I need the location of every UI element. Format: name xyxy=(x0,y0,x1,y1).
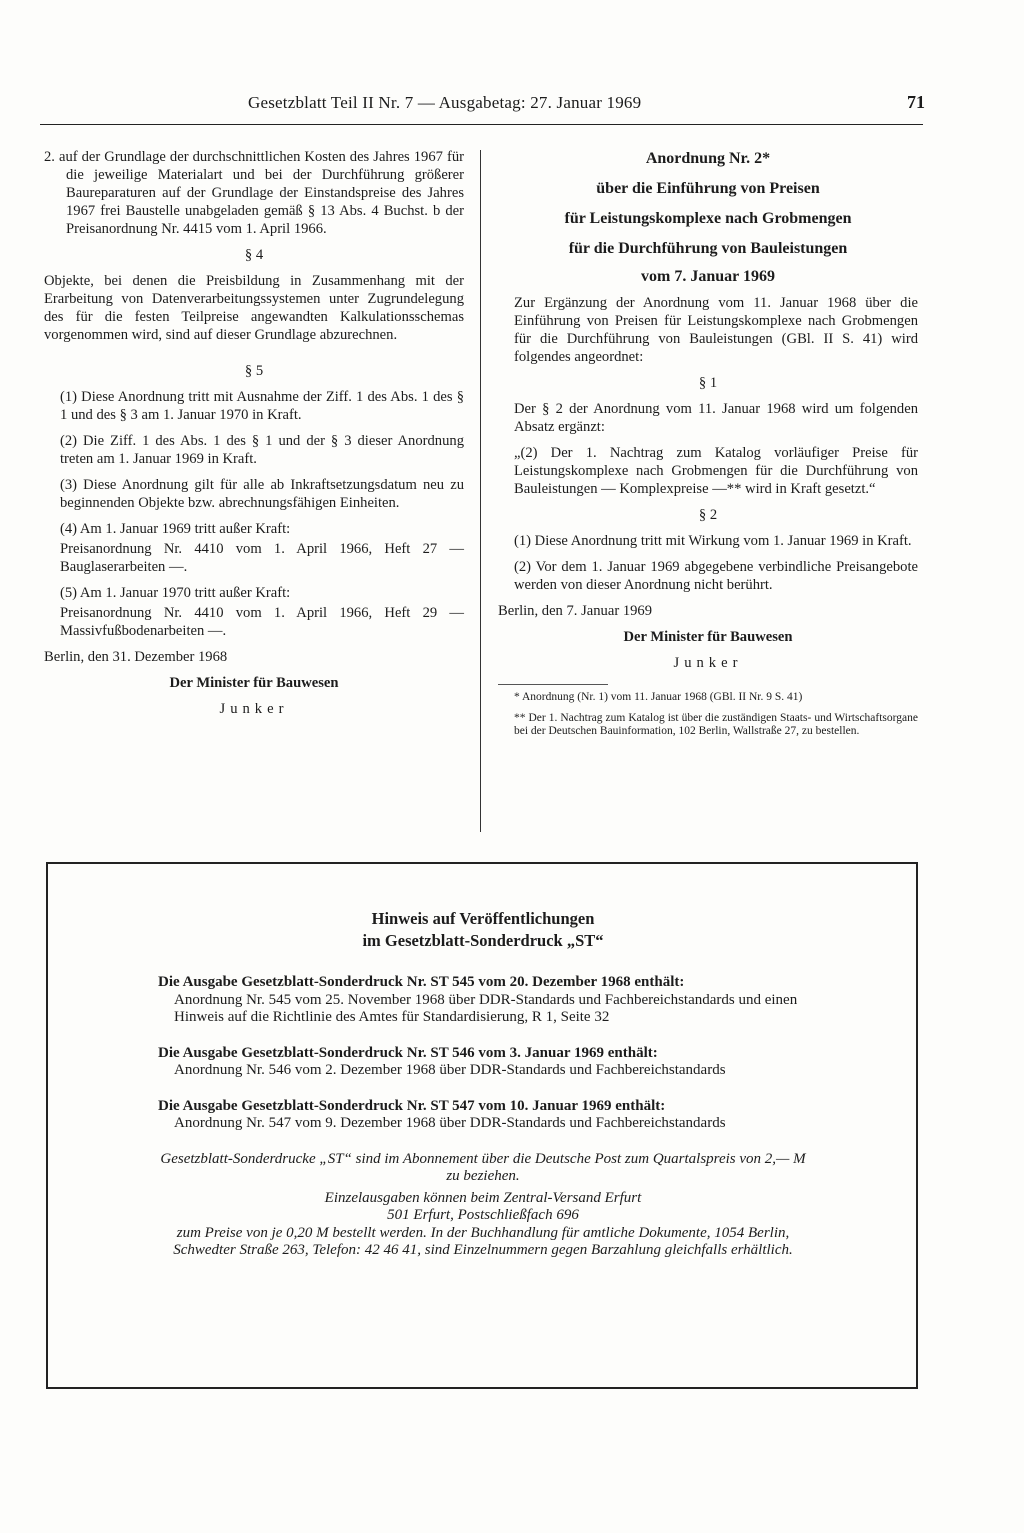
right-signer: Junker xyxy=(673,655,743,671)
section-5-para-5: (5) Am 1. Januar 1970 tritt außer Kraft: xyxy=(60,585,291,601)
section-4-text: Objekte, bei denen die Preisbildung in Zusammenhang mit der Erarbeitung von Datenverarbeitungssystemen unter Zugrundelegung des für die festen Teilpreise angewandten Kalkulationsschemas vorgenommen wird, sind auf dieser Grundlage abzurechnen. xyxy=(44,273,464,343)
single-issue-note: Einzelausgaben können beim Zentral-Versand Erfurt xyxy=(324,1189,642,1206)
page-header xyxy=(40,90,930,120)
notice-entry-3-head: Die Ausgabe Gesetzblatt-Sonderdruck Nr. ST 547 vom 10. Januar 1969 enthält: xyxy=(158,1097,666,1114)
notice-entry-3-body: Anordnung Nr. 547 vom 9. Dezember 1968 über DDR-Standards und Fachbereichstandards xyxy=(174,1115,726,1131)
column-divider xyxy=(480,150,481,832)
notice-content xyxy=(158,908,808,1260)
section-5-heading: § 5 xyxy=(244,363,264,379)
section-4-heading: § 4 xyxy=(244,247,264,263)
left-place-date: Berlin, den 31. Dezember 1968 xyxy=(44,649,228,665)
footnote-rule xyxy=(498,684,608,685)
section-5-para-1: (1) Diese Anordnung tritt mit Ausnahme der Ziff. 1 des Abs. 1 des § 1 und des § 3 am 1. Januar 1970 in Kraft. xyxy=(60,389,464,423)
right-minister: Der Minister für Bauwesen xyxy=(623,629,793,645)
notice-entry-2-head: Die Ausgabe Gesetzblatt-Sonderdruck Nr. ST 546 vom 3. Januar 1969 enthält: xyxy=(158,1044,658,1061)
ordinance-title-line-1: Anordnung Nr. 2* xyxy=(645,150,771,167)
section-1-heading: § 1 xyxy=(698,375,718,391)
right-place-date: Berlin, den 7. Januar 1969 xyxy=(498,603,653,619)
subscription-note: Gesetzblatt-Sonderdrucke „ST“ sind im Abonnement über die Deutsche Post zum Quartalspreis von 2,— M zu beziehen. xyxy=(160,1150,806,1184)
notice-title-line-1: Hinweis auf Veröffentlichungen xyxy=(371,909,595,928)
order-note: zum Preise von je 0,20 M bestellt werden. In der Buchhandlung für amtliche Dokumente, 1054 Berlin, Schwedter Straße 263, Telefon: 42 46 41, sind Einzelnummern gegen Barzahlung gleichfalls erhältlich. xyxy=(173,1224,793,1258)
ordinance-title-line-4: für die Durchführung von Bauleistungen xyxy=(568,240,848,257)
section-2-para-1: (1) Diese Anordnung tritt mit Wirkung vom 1. Januar 1969 in Kraft. xyxy=(514,533,912,549)
ordinance-title-line-3: für Leistungskomplexe nach Grobmengen xyxy=(564,210,852,227)
running-title: Gesetzblatt Teil II Nr. 7 — Ausgabetag: 27. Januar 1969 xyxy=(248,93,642,112)
section-5-para-2: (2) Die Ziff. 1 des Abs. 1 des § 1 und der § 3 dieser Anordnung treten am 1. Januar 1969 in Kraft. xyxy=(60,433,464,467)
section-5-para-4-sub: Preisanordnung Nr. 4410 vom 1. April 1966, Heft 27 — Bauglaserarbeiten —. xyxy=(60,541,464,575)
footnote-2: ** Der 1. Nachtrag zum Katalog ist über die zuständigen Staats- und Wirtschaftsorgane bei der Deutschen Bauinformation, 102 Berlin, Wallstraße 27, zu bestellen. xyxy=(514,712,918,737)
left-column xyxy=(44,148,464,726)
left-signer: Junker xyxy=(219,701,289,717)
postal-address: 501 Erfurt, Postschließfach 696 xyxy=(387,1207,579,1223)
section-5-para-5-sub: Preisanordnung Nr. 4410 vom 1. April 1966, Heft 29 — Massivfußbodenarbeiten —. xyxy=(60,605,464,639)
ordinance-intro: Zur Ergänzung der Anordnung vom 11. Januar 1968 über die Einführung von Preisen für Leistungskomplexe nach Grobmengen für die Durchführung von Bauleistungen (GBl. II S. 41) wird folgendes angeordnet: xyxy=(514,295,918,365)
section-1-quote: „(2) Der 1. Nachtrag zum Katalog vorläufiger Preise für Leistungskomplexe nach Grobmengen für die Durchführung von Bauleistungen — Komplexpreise —** wird in Kraft gesetzt.“ xyxy=(514,445,918,497)
page-number: 71 xyxy=(907,92,925,112)
item-2: 2. auf der Grundlage der durchschnittlichen Kosten des Jahres 1967 für die jeweilige Materialart und bei der Durchführung größerer Baureparaturen auf der Grundlage der Einstandspreise des Jahres 1967 frei Baustelle unabgeladen gemäß § 13 Abs. 4 Buchst. b der Preisanordnung Nr. 4415 vom 1. April 1966. xyxy=(44,149,464,237)
footnote-1: * Anordnung (Nr. 1) vom 11. Januar 1968 (GBl. II Nr. 9 S. 41) xyxy=(514,691,803,703)
section-5-para-3: (3) Diese Anordnung gilt für alle ab Inkraftsetzungsdatum neu zu beginnenden Objekte bzw. abrechnungsfähigen Einheiten. xyxy=(60,477,464,511)
section-2-para-2: (2) Vor dem 1. Januar 1969 abgegebene verbindliche Preisangebote werden von dieser Anordnung nicht berührt. xyxy=(514,559,918,593)
right-column xyxy=(498,148,918,746)
ordinance-date: vom 7. Januar 1969 xyxy=(641,268,775,285)
notice-box xyxy=(46,862,918,1389)
notice-entry-1-body: Anordnung Nr. 545 vom 25. November 1968 über DDR-Standards und Fachbereichstandards und einen Hinweis auf die Richtlinie des Amtes für Standardisierung, R 1, Seite 32 xyxy=(174,991,798,1025)
section-1-text: Der § 2 der Anordnung vom 11. Januar 1968 wird um folgenden Absatz ergänzt: xyxy=(514,401,918,435)
section-5-para-4: (4) Am 1. Januar 1969 tritt außer Kraft: xyxy=(60,521,291,537)
left-minister: Der Minister für Bauwesen xyxy=(169,675,339,691)
notice-entry-1-head: Die Ausgabe Gesetzblatt-Sonderdruck Nr. ST 545 vom 20. Dezember 1968 enthält: xyxy=(158,974,685,990)
notice-title-line-2: im Gesetzblatt-Sonderdruck „ST“ xyxy=(362,931,604,950)
notice-entry-2-body: Anordnung Nr. 546 vom 2. Dezember 1968 über DDR-Standards und Fachbereichstandards xyxy=(174,1062,726,1078)
header-rule xyxy=(40,124,923,125)
ordinance-title-line-2: über die Einführung von Preisen xyxy=(596,180,820,197)
section-2-heading: § 2 xyxy=(698,507,718,523)
